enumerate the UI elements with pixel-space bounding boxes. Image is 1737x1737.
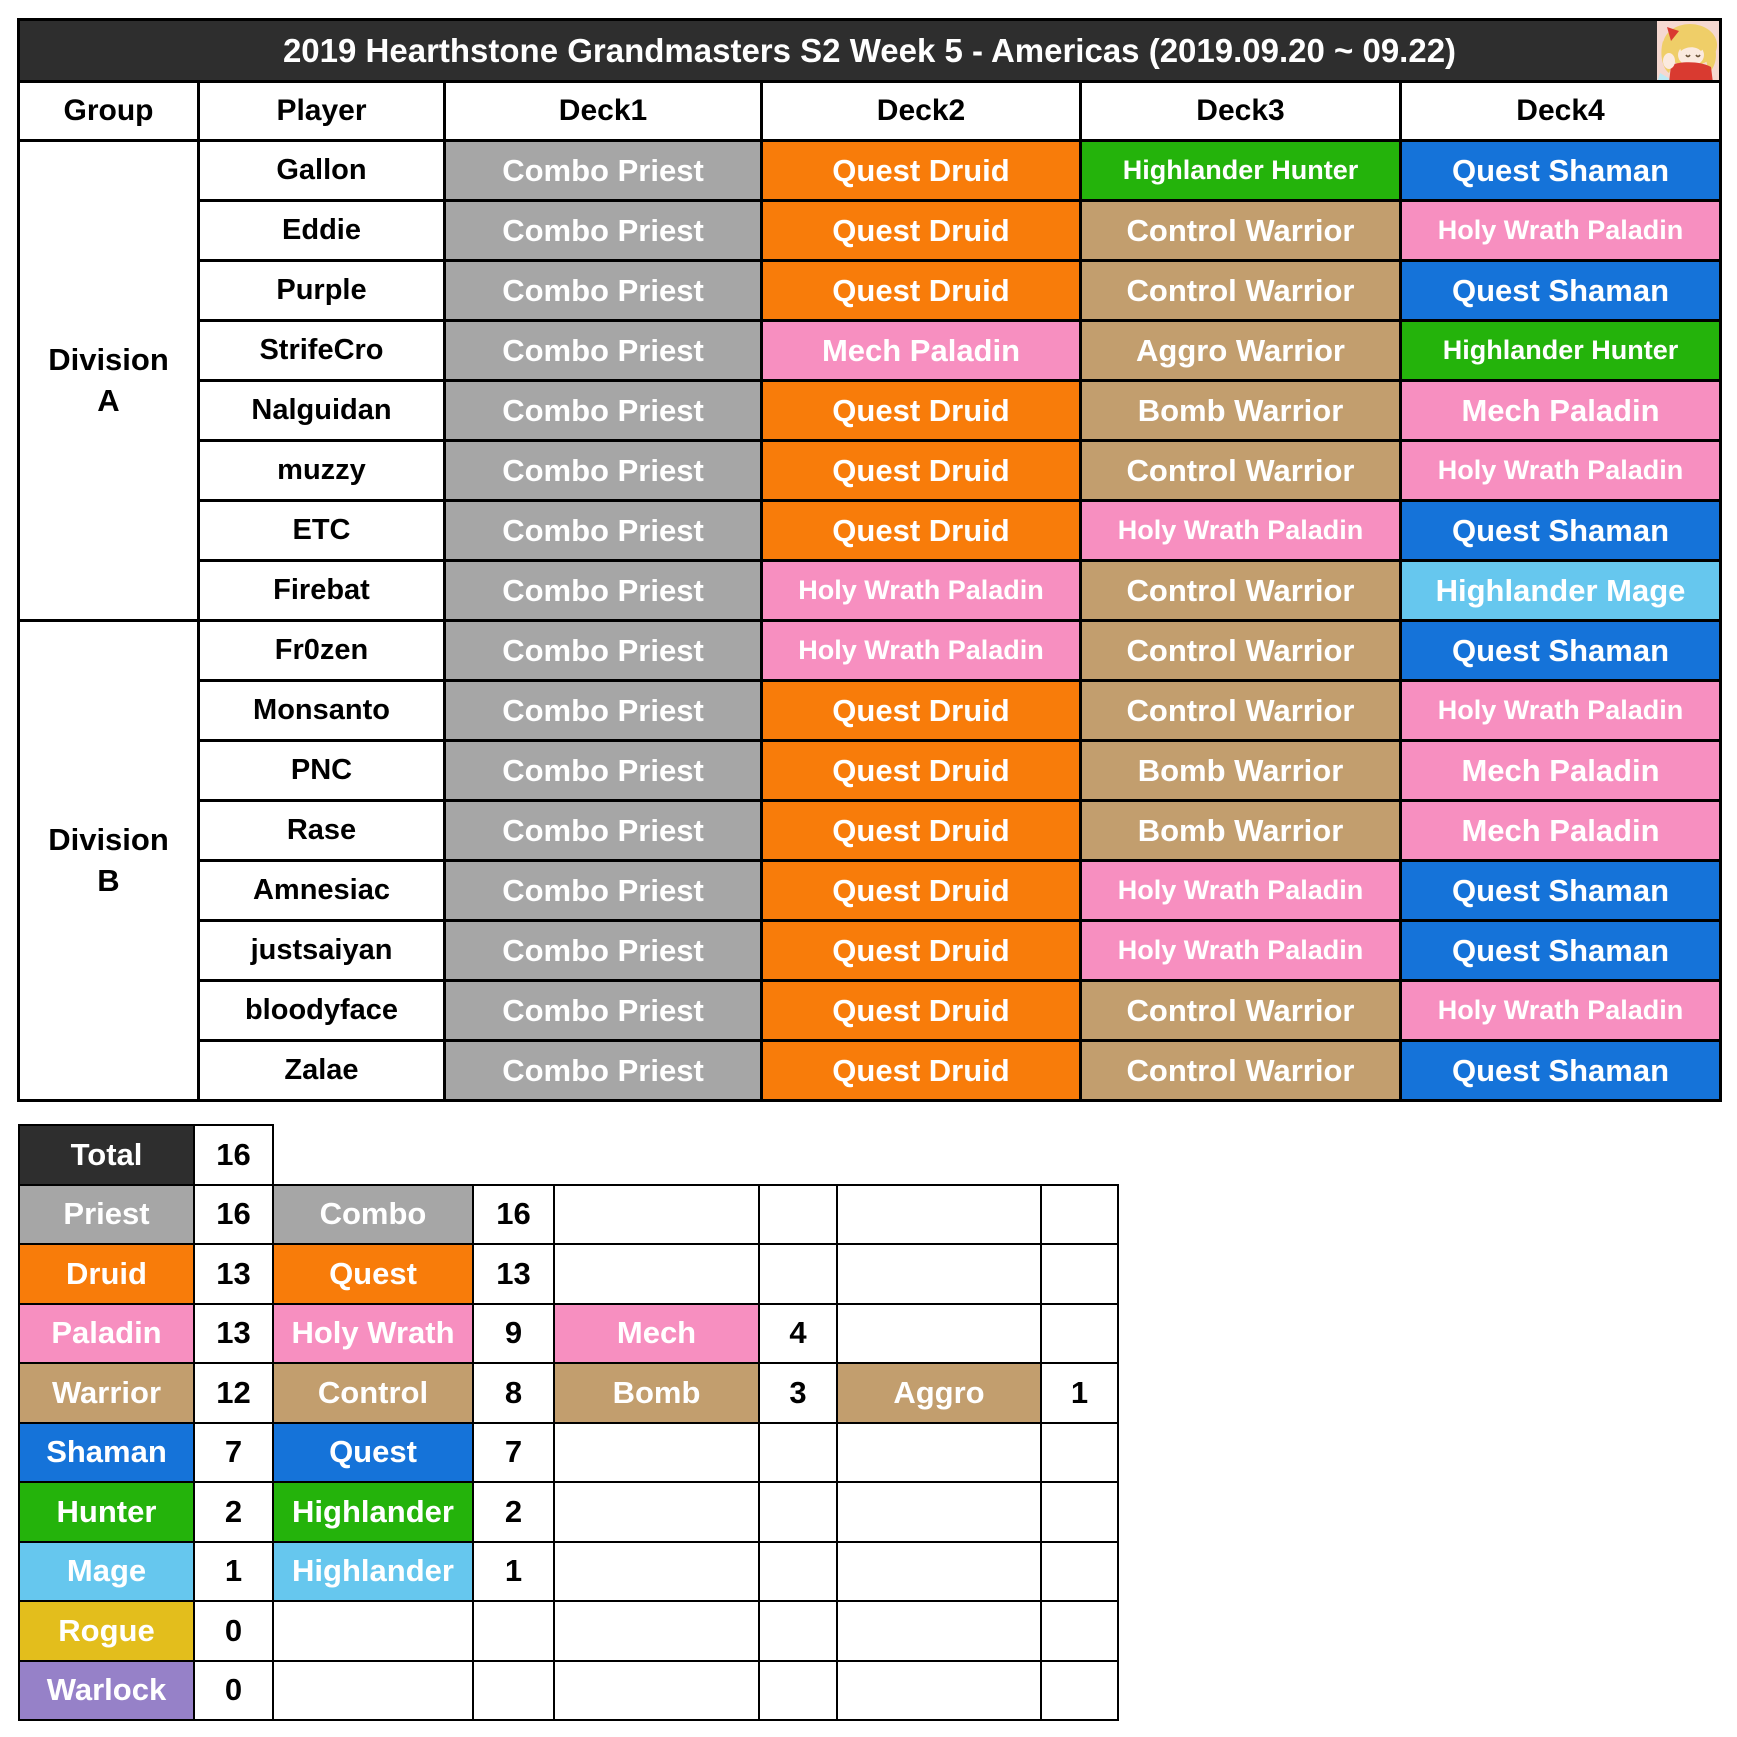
empty-cell bbox=[273, 1601, 473, 1661]
empty-cell bbox=[1041, 1601, 1118, 1661]
empty-cell bbox=[837, 1601, 1041, 1661]
title-bar bbox=[19, 20, 1721, 82]
summary-row bbox=[19, 1542, 1118, 1602]
player-row bbox=[19, 921, 1721, 981]
archetype-count: 8 bbox=[473, 1363, 554, 1423]
deck-cell: Bomb Warrior bbox=[1081, 381, 1401, 441]
empty-cell bbox=[554, 1482, 759, 1542]
player-row bbox=[19, 381, 1721, 441]
archetype-count: 1 bbox=[473, 1542, 554, 1602]
column-header: Group bbox=[19, 82, 199, 141]
deck-cell: Highlander Mage bbox=[1401, 561, 1721, 621]
deck-cell: Bomb Warrior bbox=[1081, 741, 1401, 801]
empty-cell bbox=[1041, 1542, 1118, 1602]
deck-cell: Quest Shaman bbox=[1401, 141, 1721, 201]
division-letter: B bbox=[97, 862, 120, 898]
class-count: 0 bbox=[194, 1601, 273, 1661]
player-row bbox=[19, 441, 1721, 501]
deck-cell: Quest Druid bbox=[762, 201, 1081, 261]
player-name: Eddie bbox=[199, 201, 445, 261]
deck-cell: Combo Priest bbox=[445, 321, 762, 381]
deck-cell: Mech Paladin bbox=[762, 321, 1081, 381]
deck-cell: Control Warrior bbox=[1081, 1041, 1401, 1101]
total-count: 16 bbox=[194, 1125, 273, 1185]
title-row bbox=[19, 20, 1721, 82]
player-name: PNC bbox=[199, 741, 445, 801]
archetype-label: Control bbox=[273, 1363, 473, 1423]
empty-cell bbox=[1041, 1423, 1118, 1483]
deck-cell: Quest Druid bbox=[762, 501, 1081, 561]
empty-cell bbox=[759, 1244, 837, 1304]
deck-cell: Mech Paladin bbox=[1401, 381, 1721, 441]
deck-cell: Quest Druid bbox=[762, 441, 1081, 501]
deck-cell: Quest Shaman bbox=[1401, 621, 1721, 681]
player-name: muzzy bbox=[199, 441, 445, 501]
page-title: 2019 Hearthstone Grandmasters S2 Week 5 - Americas (2019.09.20 ~ 09.22) bbox=[282, 31, 1457, 69]
deck-cell: Holy Wrath Paladin bbox=[762, 621, 1081, 681]
archetype-label: Highlander bbox=[273, 1482, 473, 1542]
column-header: Player bbox=[199, 82, 445, 141]
class-label: Paladin bbox=[19, 1304, 194, 1364]
deck-cell: Quest Druid bbox=[762, 981, 1081, 1041]
player-row bbox=[19, 261, 1721, 321]
empty-cell bbox=[554, 1185, 759, 1245]
empty-cell bbox=[554, 1542, 759, 1602]
deck-cell: Quest Shaman bbox=[1401, 1041, 1721, 1101]
deck-cell: Holy Wrath Paladin bbox=[1081, 501, 1401, 561]
player-name: Purple bbox=[199, 261, 445, 321]
deck-cell: Control Warrior bbox=[1081, 561, 1401, 621]
class-count: 12 bbox=[194, 1363, 273, 1423]
summary-row bbox=[19, 1601, 1118, 1661]
archetype-count: 7 bbox=[473, 1423, 554, 1483]
player-name: justsaiyan bbox=[199, 921, 445, 981]
summary-row bbox=[19, 1423, 1118, 1483]
archetype-label: Holy Wrath bbox=[273, 1304, 473, 1364]
archetype-label: Combo bbox=[273, 1185, 473, 1245]
archetype-count: 3 bbox=[759, 1363, 837, 1423]
deck-cell: Mech Paladin bbox=[1401, 741, 1721, 801]
player-name: Fr0zen bbox=[199, 621, 445, 681]
summary-total-row bbox=[19, 1125, 1118, 1185]
deck-cell: Aggro Warrior bbox=[1081, 321, 1401, 381]
archetype-count: 9 bbox=[473, 1304, 554, 1364]
player-name: ETC bbox=[199, 501, 445, 561]
player-name: Amnesiac bbox=[199, 861, 445, 921]
deck-cell: Quest Shaman bbox=[1401, 921, 1721, 981]
main-table-body bbox=[19, 141, 1721, 1101]
empty-cell bbox=[759, 1482, 837, 1542]
class-count: 0 bbox=[194, 1661, 273, 1721]
deck-cell: Holy Wrath Paladin bbox=[1401, 201, 1721, 261]
empty-cell bbox=[1041, 1304, 1118, 1364]
deck-cell: Quest Shaman bbox=[1401, 861, 1721, 921]
player-name: Gallon bbox=[199, 141, 445, 201]
class-count: 7 bbox=[194, 1423, 273, 1483]
class-label: Rogue bbox=[19, 1601, 194, 1661]
anime-avatar-icon bbox=[1657, 21, 1719, 82]
deck-cell: Combo Priest bbox=[445, 201, 762, 261]
archetype-count: 1 bbox=[1041, 1363, 1118, 1423]
deck-cell: Quest Shaman bbox=[1401, 261, 1721, 321]
deck-cell: Combo Priest bbox=[445, 861, 762, 921]
class-count: 13 bbox=[194, 1244, 273, 1304]
player-row bbox=[19, 741, 1721, 801]
deck-cell: Quest Druid bbox=[762, 381, 1081, 441]
deck-cell: Combo Priest bbox=[445, 741, 762, 801]
player-row bbox=[19, 141, 1721, 201]
summary-row bbox=[19, 1185, 1118, 1245]
player-row bbox=[19, 681, 1721, 741]
deck-cell: Combo Priest bbox=[445, 681, 762, 741]
player-row bbox=[19, 861, 1721, 921]
deck-cell: Highlander Hunter bbox=[1081, 141, 1401, 201]
class-label: Mage bbox=[19, 1542, 194, 1602]
empty-cell bbox=[1041, 1482, 1118, 1542]
class-label: Druid bbox=[19, 1244, 194, 1304]
player-name: Rase bbox=[199, 801, 445, 861]
empty-cell bbox=[759, 1661, 837, 1721]
column-header: Deck3 bbox=[1081, 82, 1401, 141]
division-label: Division bbox=[48, 822, 169, 858]
empty-cell bbox=[837, 1244, 1041, 1304]
deck-lineup-table bbox=[17, 18, 1722, 1102]
column-header: Deck4 bbox=[1401, 82, 1721, 141]
archetype-label: Quest bbox=[273, 1244, 473, 1304]
player-row bbox=[19, 1041, 1721, 1101]
deck-cell: Combo Priest bbox=[445, 441, 762, 501]
class-label: Priest bbox=[19, 1185, 194, 1245]
archetype-label: Bomb bbox=[554, 1363, 759, 1423]
deck-cell: Quest Druid bbox=[762, 801, 1081, 861]
player-name: Zalae bbox=[199, 1041, 445, 1101]
deck-cell: Combo Priest bbox=[445, 561, 762, 621]
summary-row bbox=[19, 1304, 1118, 1364]
player-row bbox=[19, 201, 1721, 261]
empty-cell bbox=[759, 1423, 837, 1483]
empty-cell bbox=[554, 1423, 759, 1483]
deck-cell: Combo Priest bbox=[445, 921, 762, 981]
class-count: 1 bbox=[194, 1542, 273, 1602]
empty-cell bbox=[1041, 1244, 1118, 1304]
total-label: Total bbox=[19, 1125, 194, 1185]
empty-cell bbox=[554, 1601, 759, 1661]
empty-cell bbox=[554, 1661, 759, 1721]
summary-row bbox=[19, 1363, 1118, 1423]
deck-cell: Quest Druid bbox=[762, 141, 1081, 201]
deck-cell: Combo Priest bbox=[445, 261, 762, 321]
empty-cell bbox=[473, 1661, 554, 1721]
deck-cell: Quest Druid bbox=[762, 681, 1081, 741]
class-label: Warlock bbox=[19, 1661, 194, 1721]
deck-cell: Quest Druid bbox=[762, 741, 1081, 801]
deck-cell: Combo Priest bbox=[445, 141, 762, 201]
summary-row bbox=[19, 1482, 1118, 1542]
player-row bbox=[19, 621, 1721, 681]
column-header: Deck2 bbox=[762, 82, 1081, 141]
deck-cell: Quest Druid bbox=[762, 861, 1081, 921]
archetype-label: Aggro bbox=[837, 1363, 1041, 1423]
empty-cell bbox=[1041, 1185, 1118, 1245]
deck-cell: Holy Wrath Paladin bbox=[1401, 441, 1721, 501]
player-name: Nalguidan bbox=[199, 381, 445, 441]
player-name: Monsanto bbox=[199, 681, 445, 741]
player-name: bloodyface bbox=[199, 981, 445, 1041]
deck-cell: Combo Priest bbox=[445, 981, 762, 1041]
deck-cell: Combo Priest bbox=[445, 381, 762, 441]
deck-cell: Control Warrior bbox=[1081, 441, 1401, 501]
archetype-count: 16 bbox=[473, 1185, 554, 1245]
player-row bbox=[19, 561, 1721, 621]
deck-cell: Quest Druid bbox=[762, 921, 1081, 981]
deck-cell: Highlander Hunter bbox=[1401, 321, 1721, 381]
deck-cell: Control Warrior bbox=[1081, 201, 1401, 261]
column-header: Deck1 bbox=[445, 82, 762, 141]
deck-cell: Quest Druid bbox=[762, 261, 1081, 321]
empty-cell bbox=[837, 1482, 1041, 1542]
deck-cell: Holy Wrath Paladin bbox=[762, 561, 1081, 621]
summary-row bbox=[19, 1244, 1118, 1304]
deck-cell: Holy Wrath Paladin bbox=[1401, 681, 1721, 741]
class-label: Hunter bbox=[19, 1482, 194, 1542]
empty-cell bbox=[837, 1542, 1041, 1602]
empty-cell bbox=[473, 1601, 554, 1661]
archetype-label: Quest bbox=[273, 1423, 473, 1483]
deck-cell: Mech Paladin bbox=[1401, 801, 1721, 861]
player-row bbox=[19, 801, 1721, 861]
summary-table-body bbox=[19, 1125, 1118, 1720]
archetype-count: 2 bbox=[473, 1482, 554, 1542]
archetype-label: Highlander bbox=[273, 1542, 473, 1602]
class-label: Shaman bbox=[19, 1423, 194, 1483]
empty-cell bbox=[759, 1601, 837, 1661]
class-count: 2 bbox=[194, 1482, 273, 1542]
column-header-row bbox=[19, 82, 1721, 141]
empty-cell bbox=[273, 1661, 473, 1721]
deck-cell: Quest Shaman bbox=[1401, 501, 1721, 561]
class-label: Warrior bbox=[19, 1363, 194, 1423]
class-count: 13 bbox=[194, 1304, 273, 1364]
summary-table bbox=[18, 1124, 1119, 1721]
empty-cell bbox=[837, 1304, 1041, 1364]
deck-cell: Holy Wrath Paladin bbox=[1401, 981, 1721, 1041]
empty-cell bbox=[1041, 1661, 1118, 1721]
archetype-count: 4 bbox=[759, 1304, 837, 1364]
deck-cell: Combo Priest bbox=[445, 621, 762, 681]
deck-cell: Bomb Warrior bbox=[1081, 801, 1401, 861]
archetype-count: 13 bbox=[473, 1244, 554, 1304]
empty-cell bbox=[837, 1661, 1041, 1721]
deck-cell: Combo Priest bbox=[445, 801, 762, 861]
empty-cell bbox=[554, 1244, 759, 1304]
summary-row bbox=[19, 1661, 1118, 1721]
division-letter: A bbox=[97, 382, 120, 418]
deck-cell: Holy Wrath Paladin bbox=[1081, 861, 1401, 921]
deck-cell: Control Warrior bbox=[1081, 681, 1401, 741]
division-cell bbox=[19, 621, 199, 1101]
division-label: Division bbox=[48, 342, 169, 378]
empty-cell bbox=[837, 1185, 1041, 1245]
empty-cell bbox=[759, 1185, 837, 1245]
deck-cell: Control Warrior bbox=[1081, 621, 1401, 681]
empty-cell bbox=[837, 1423, 1041, 1483]
archetype-label: Mech bbox=[554, 1304, 759, 1364]
deck-cell: Control Warrior bbox=[1081, 261, 1401, 321]
player-name: StrifeCro bbox=[199, 321, 445, 381]
deck-cell: Control Warrior bbox=[1081, 981, 1401, 1041]
player-name: Firebat bbox=[199, 561, 445, 621]
deck-cell: Combo Priest bbox=[445, 1041, 762, 1101]
class-count: 16 bbox=[194, 1185, 273, 1245]
deck-cell: Holy Wrath Paladin bbox=[1081, 921, 1401, 981]
deck-cell: Quest Druid bbox=[762, 1041, 1081, 1101]
division-cell bbox=[19, 141, 199, 621]
deck-cell: Combo Priest bbox=[445, 501, 762, 561]
player-row bbox=[19, 981, 1721, 1041]
player-row bbox=[19, 501, 1721, 561]
player-row bbox=[19, 321, 1721, 381]
empty-cell bbox=[759, 1542, 837, 1602]
